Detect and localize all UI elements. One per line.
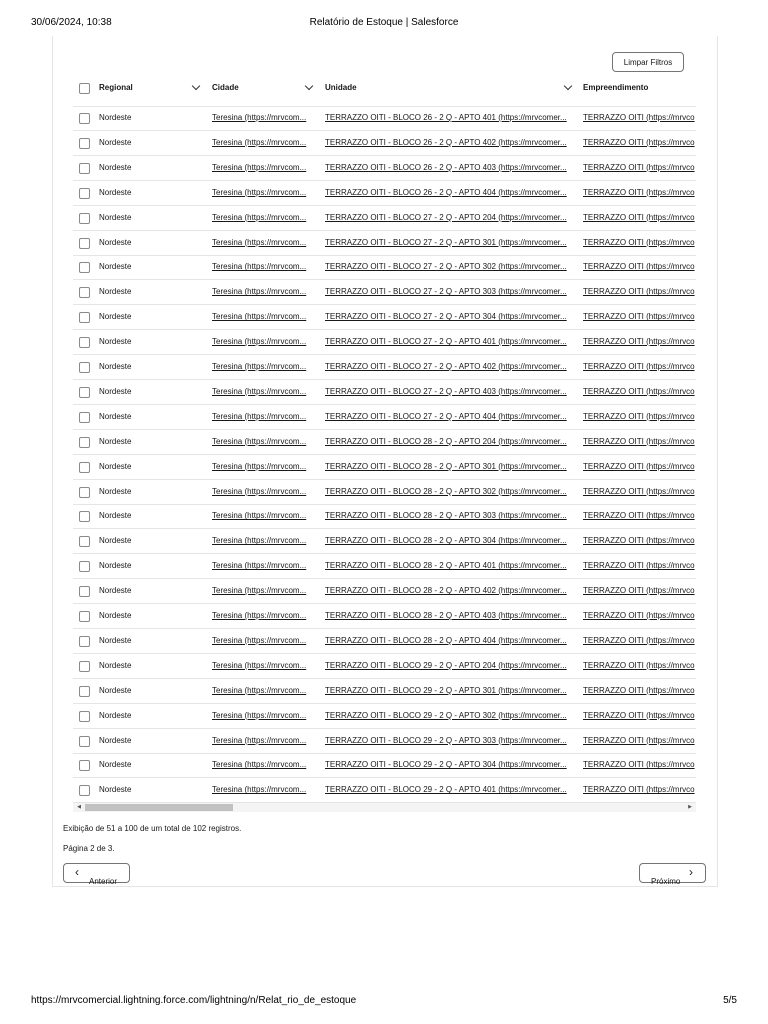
cell-unidade-link[interactable]: TERRAZZO OITI - BLOCO 27 - 2 Q - APTO 301 (https://mrvcomer... xyxy=(325,237,567,247)
cell-unidade-link[interactable]: TERRAZZO OITI - BLOCO 29 - 2 Q - APTO 301 (https://mrvcomer... xyxy=(325,685,567,695)
column-header-cidade[interactable] xyxy=(212,76,312,100)
column-header-regional[interactable] xyxy=(99,76,199,100)
row-checkbox[interactable] xyxy=(79,462,90,473)
row-checkbox[interactable] xyxy=(79,487,90,498)
cell-empreendimento-link[interactable]: TERRAZZO OITI (https://mrvco xyxy=(583,436,695,446)
cell-empreendimento-link[interactable]: TERRAZZO OITI (https://mrvco xyxy=(583,262,695,272)
table-row xyxy=(73,455,696,480)
cell-empreendimento-link[interactable]: TERRAZZO OITI (https://mrvco xyxy=(583,162,695,172)
cell-empreendimento-link[interactable]: TERRAZZO OITI (https://mrvco xyxy=(583,113,695,122)
cell-unidade-link[interactable]: TERRAZZO OITI - BLOCO 29 - 2 Q - APTO 302 (https://mrvcomer... xyxy=(325,710,567,720)
cell-unidade-link[interactable]: TERRAZZO OITI - BLOCO 27 - 2 Q - APTO 401 (https://mrvcomer... xyxy=(325,337,567,347)
cell-empreendimento-link[interactable]: TERRAZZO OITI (https://mrvco xyxy=(583,212,695,222)
cell-unidade-link[interactable]: TERRAZZO OITI - BLOCO 27 - 2 Q - APTO 403 (https://mrvcomer... xyxy=(325,386,567,396)
cell-regional: Nordeste xyxy=(99,710,132,720)
previous-page-button[interactable] xyxy=(63,863,130,886)
column-header-label: Regional xyxy=(99,83,133,92)
cell-cidade-link[interactable]: Teresina (https://mrvcom... xyxy=(212,287,307,297)
row-checkbox[interactable] xyxy=(79,536,90,547)
row-checkbox[interactable] xyxy=(79,586,90,597)
row-checkbox[interactable] xyxy=(79,686,90,697)
cell-cidade-link[interactable]: Teresina (https://mrvcom... xyxy=(212,486,307,496)
cell-regional: Nordeste xyxy=(99,611,132,620)
cell-empreendimento-link[interactable]: TERRAZZO OITI (https://mrvco xyxy=(583,760,695,770)
row-checkbox[interactable] xyxy=(79,213,90,224)
cell-empreendimento-link[interactable]: TERRAZZO OITI (https://mrvco xyxy=(583,486,695,496)
column-header-label: Empreendimento xyxy=(583,83,649,92)
row-checkbox[interactable] xyxy=(79,188,90,199)
previous-label: Anterior xyxy=(89,877,118,886)
table-row xyxy=(73,355,696,380)
column-header-label: Cidade xyxy=(212,83,239,92)
table-row xyxy=(73,504,696,529)
cell-unidade-link[interactable]: TERRAZZO OITI - BLOCO 26 - 2 Q - APTO 403 (https://mrvcomer... xyxy=(325,162,567,172)
cell-cidade-link[interactable]: Teresina (https://mrvcom... xyxy=(212,536,307,546)
cell-cidade-link[interactable]: Teresina (https://mrvcom... xyxy=(212,187,307,197)
chevron-right-icon: › xyxy=(689,865,693,879)
cell-empreendimento-link[interactable]: TERRAZZO OITI (https://mrvco xyxy=(583,561,695,571)
cell-empreendimento-link[interactable]: TERRAZZO OITI (https://mrvco xyxy=(583,536,695,546)
clear-filters-button[interactable]: Limpar Filtros xyxy=(612,52,684,72)
cell-regional: Nordeste xyxy=(99,561,132,571)
table-row xyxy=(73,778,696,803)
cell-regional: Nordeste xyxy=(99,362,132,371)
cell-regional: Nordeste xyxy=(99,536,132,546)
row-checkbox[interactable] xyxy=(79,760,90,771)
row-checkbox[interactable] xyxy=(79,387,90,398)
table-row xyxy=(73,181,696,206)
cell-regional: Nordeste xyxy=(99,411,132,421)
scrollbar-thumb[interactable] xyxy=(85,804,233,811)
cell-regional: Nordeste xyxy=(99,212,132,222)
cell-empreendimento-link[interactable]: TERRAZZO OITI (https://mrvco xyxy=(583,312,695,322)
records-summary: Exibição de 51 a 100 de um total de 102 registros. xyxy=(63,824,242,833)
row-checkbox[interactable] xyxy=(79,785,90,796)
table-row xyxy=(73,405,696,430)
cell-regional: Nordeste xyxy=(99,337,132,347)
cell-cidade-link[interactable]: Teresina (https://mrvcom... xyxy=(212,710,307,720)
table-row xyxy=(73,629,696,654)
cell-cidade-link[interactable]: Teresina (https://mrvcom... xyxy=(212,760,307,770)
table-row xyxy=(73,529,696,554)
cell-unidade-link[interactable]: TERRAZZO OITI - BLOCO 28 - 2 Q - APTO 401 (https://mrvcomer... xyxy=(325,561,567,571)
cell-empreendimento-link[interactable]: TERRAZZO OITI (https://mrvco xyxy=(583,287,695,297)
cell-unidade-link[interactable]: TERRAZZO OITI - BLOCO 29 - 2 Q - APTO 303 (https://mrvcomer... xyxy=(325,735,567,745)
cell-cidade-link[interactable]: Teresina (https://mrvcom... xyxy=(212,237,307,247)
cell-cidade-link[interactable]: Teresina (https://mrvcom... xyxy=(212,113,307,122)
table-row xyxy=(73,753,696,778)
cell-empreendimento-link[interactable]: TERRAZZO OITI (https://mrvco xyxy=(583,386,695,396)
cell-regional: Nordeste xyxy=(99,113,132,122)
cell-empreendimento-link[interactable]: TERRAZZO OITI (https://mrvco xyxy=(583,237,695,247)
cell-empreendimento-link[interactable]: TERRAZZO OITI (https://mrvco xyxy=(583,461,695,471)
table-row xyxy=(73,704,696,729)
row-checkbox[interactable] xyxy=(79,636,90,647)
scroll-right-icon[interactable]: ▶ xyxy=(688,804,692,810)
cell-cidade-link[interactable]: Teresina (https://mrvcom... xyxy=(212,660,307,670)
table-row xyxy=(73,231,696,256)
table-row xyxy=(73,480,696,505)
cell-unidade-link[interactable]: TERRAZZO OITI - BLOCO 28 - 2 Q - APTO 404 (https://mrvcomer... xyxy=(325,635,567,645)
cell-unidade-link[interactable]: TERRAZZO OITI - BLOCO 27 - 2 Q - APTO 404 (https://mrvcomer... xyxy=(325,411,567,421)
row-checkbox[interactable] xyxy=(79,736,90,747)
cell-regional: Nordeste xyxy=(99,735,132,745)
cell-empreendimento-link[interactable]: TERRAZZO OITI (https://mrvco xyxy=(583,635,695,645)
cell-empreendimento-link[interactable]: TERRAZZO OITI (https://mrvco xyxy=(583,611,695,620)
cell-regional: Nordeste xyxy=(99,386,132,396)
cell-unidade-link[interactable]: TERRAZZO OITI - BLOCO 27 - 2 Q - APTO 302 (https://mrvcomer... xyxy=(325,262,567,272)
cell-unidade-link[interactable]: TERRAZZO OITI - BLOCO 26 - 2 Q - APTO 401 (https://mrvcomer... xyxy=(325,113,567,122)
cell-empreendimento-link[interactable]: TERRAZZO OITI (https://mrvco xyxy=(583,660,695,670)
cell-unidade-link[interactable]: TERRAZZO OITI - BLOCO 28 - 2 Q - APTO 402 (https://mrvcomer... xyxy=(325,586,567,596)
cell-regional: Nordeste xyxy=(99,486,132,496)
row-checkbox[interactable] xyxy=(79,561,90,572)
cell-cidade-link[interactable]: Teresina (https://mrvcom... xyxy=(212,162,307,172)
table-row xyxy=(73,654,696,679)
row-checkbox[interactable] xyxy=(79,337,90,348)
cell-empreendimento-link[interactable]: TERRAZZO OITI (https://mrvco xyxy=(583,187,695,197)
cell-regional: Nordeste xyxy=(99,436,132,446)
print-title: Relatório de Estoque | Salesforce xyxy=(309,17,459,28)
cell-unidade-link[interactable]: TERRAZZO OITI - BLOCO 28 - 2 Q - APTO 302 (https://mrvcomer... xyxy=(325,486,567,496)
cell-unidade-link[interactable]: TERRAZZO OITI - BLOCO 29 - 2 Q - APTO 204 (https://mrvcomer... xyxy=(325,660,567,670)
row-checkbox[interactable] xyxy=(79,661,90,672)
cell-cidade-link[interactable]: Teresina (https://mrvcom... xyxy=(212,337,307,347)
cell-unidade-link[interactable]: TERRAZZO OITI - BLOCO 26 - 2 Q - APTO 404 (https://mrvcomer... xyxy=(325,187,567,197)
row-checkbox[interactable] xyxy=(79,312,90,323)
table-row xyxy=(73,380,696,405)
row-checkbox[interactable] xyxy=(79,238,90,249)
cell-empreendimento-link[interactable]: TERRAZZO OITI (https://mrvco xyxy=(583,362,695,371)
row-checkbox[interactable] xyxy=(79,262,90,273)
cell-cidade-link[interactable]: Teresina (https://mrvcom... xyxy=(212,386,307,396)
cell-cidade-link[interactable]: Teresina (https://mrvcom... xyxy=(212,262,307,272)
cell-unidade-link[interactable]: TERRAZZO OITI - BLOCO 27 - 2 Q - APTO 303 (https://mrvcomer... xyxy=(325,287,567,297)
cell-cidade-link[interactable]: Teresina (https://mrvcom... xyxy=(212,461,307,471)
next-label: Próximo xyxy=(651,877,681,886)
chevron-down-icon[interactable] xyxy=(306,76,312,100)
cell-unidade-link[interactable]: TERRAZZO OITI - BLOCO 29 - 2 Q - APTO 304 (https://mrvcomer... xyxy=(325,760,567,770)
row-checkbox[interactable] xyxy=(79,611,90,622)
row-checkbox[interactable] xyxy=(79,437,90,448)
table-row xyxy=(73,131,696,156)
cell-regional: Nordeste xyxy=(99,760,132,770)
cell-cidade-link[interactable]: Teresina (https://mrvcom... xyxy=(212,137,307,147)
cell-unidade-link[interactable]: TERRAZZO OITI - BLOCO 28 - 2 Q - APTO 301 (https://mrvcomer... xyxy=(325,461,567,471)
cell-regional: Nordeste xyxy=(99,262,132,272)
cell-regional: Nordeste xyxy=(99,187,132,197)
cell-regional: Nordeste xyxy=(99,660,132,670)
cell-cidade-link[interactable]: Teresina (https://mrvcom... xyxy=(212,735,307,745)
cell-cidade-link[interactable]: Teresina (https://mrvcom... xyxy=(212,212,307,222)
cell-unidade-link[interactable]: TERRAZZO OITI - BLOCO 28 - 2 Q - APTO 303 (https://mrvcomer... xyxy=(325,511,567,521)
print-datetime: 30/06/2024, 10:38 xyxy=(31,17,112,28)
cell-cidade-link[interactable]: Teresina (https://mrvcom... xyxy=(212,362,307,371)
cell-regional: Nordeste xyxy=(99,312,132,322)
cell-empreendimento-link[interactable]: TERRAZZO OITI (https://mrvco xyxy=(583,511,695,521)
page-info: Página 2 de 3. xyxy=(63,844,115,853)
cell-empreendimento-link[interactable]: TERRAZZO OITI (https://mrvco xyxy=(583,337,695,347)
cell-cidade-link[interactable]: Teresina (https://mrvcom... xyxy=(212,312,307,322)
cell-unidade-link[interactable]: TERRAZZO OITI - BLOCO 27 - 2 Q - APTO 402 (https://mrvcomer... xyxy=(325,362,567,371)
cell-regional: Nordeste xyxy=(99,162,132,172)
row-checkbox[interactable] xyxy=(79,163,90,174)
print-page-number: 5/5 xyxy=(723,995,737,1006)
cell-regional: Nordeste xyxy=(99,586,132,596)
cell-cidade-link[interactable]: Teresina (https://mrvcom... xyxy=(212,785,307,795)
cell-unidade-link[interactable]: TERRAZZO OITI - BLOCO 28 - 2 Q - APTO 304 (https://mrvcomer... xyxy=(325,536,567,546)
chevron-down-icon[interactable] xyxy=(565,76,571,100)
cell-empreendimento-link[interactable]: TERRAZZO OITI (https://mrvco xyxy=(583,710,695,720)
cell-regional: Nordeste xyxy=(99,511,132,521)
table-row xyxy=(73,604,696,629)
print-url: https://mrvcomercial.lightning.force.com/lightning/n/Relat_rio_de_estoque xyxy=(31,995,357,1006)
row-checkbox[interactable] xyxy=(79,412,90,423)
chevron-left-icon: ‹ xyxy=(75,865,79,879)
cell-cidade-link[interactable]: Teresina (https://mrvcom... xyxy=(212,436,307,446)
cell-empreendimento-link[interactable]: TERRAZZO OITI (https://mrvco xyxy=(583,586,695,596)
cell-unidade-link[interactable]: TERRAZZO OITI - BLOCO 27 - 2 Q - APTO 304 (https://mrvcomer... xyxy=(325,312,567,322)
cell-unidade-link[interactable]: TERRAZZO OITI - BLOCO 29 - 2 Q - APTO 401 (https://mrvcomer... xyxy=(325,785,567,795)
table-row xyxy=(73,330,696,355)
cell-empreendimento-link[interactable]: TERRAZZO OITI (https://mrvco xyxy=(583,411,695,421)
cell-unidade-link[interactable]: TERRAZZO OITI - BLOCO 28 - 2 Q - APTO 204 (https://mrvcomer... xyxy=(325,436,567,446)
cell-regional: Nordeste xyxy=(99,461,132,471)
table-row xyxy=(73,729,696,754)
table-row xyxy=(73,305,696,330)
cell-regional: Nordeste xyxy=(99,635,132,645)
table-row xyxy=(73,255,696,280)
row-checkbox[interactable] xyxy=(79,511,90,522)
chevron-down-icon[interactable] xyxy=(193,76,199,100)
row-checkbox[interactable] xyxy=(79,287,90,298)
column-header-empreendimento[interactable] xyxy=(583,76,696,100)
table-row xyxy=(73,554,696,579)
column-header-unidade[interactable] xyxy=(325,76,571,100)
cell-empreendimento-link[interactable]: TERRAZZO OITI (https://mrvco xyxy=(583,685,695,695)
column-header-label: Unidade xyxy=(325,83,357,92)
table-row xyxy=(73,206,696,231)
scroll-left-icon[interactable]: ◀ xyxy=(77,804,81,810)
table-row xyxy=(73,156,696,181)
cell-empreendimento-link[interactable]: TERRAZZO OITI (https://mrvco xyxy=(583,785,695,795)
cell-unidade-link[interactable]: TERRAZZO OITI - BLOCO 26 - 2 Q - APTO 402 (https://mrvcomer... xyxy=(325,137,567,147)
table-row xyxy=(73,280,696,305)
table-row xyxy=(73,430,696,455)
table-row xyxy=(73,579,696,604)
cell-empreendimento-link[interactable]: TERRAZZO OITI (https://mrvco xyxy=(583,137,695,147)
cell-empreendimento-link[interactable]: TERRAZZO OITI (https://mrvco xyxy=(583,735,695,745)
cell-regional: Nordeste xyxy=(99,785,132,795)
row-checkbox[interactable] xyxy=(79,138,90,149)
cell-unidade-link[interactable]: TERRAZZO OITI - BLOCO 27 - 2 Q - APTO 204 (https://mrvcomer... xyxy=(325,212,567,222)
cell-cidade-link[interactable]: Teresina (https://mrvcom... xyxy=(212,611,307,620)
cell-cidade-link[interactable]: Teresina (https://mrvcom... xyxy=(212,511,307,521)
horizontal-scrollbar[interactable] xyxy=(73,803,696,812)
cell-regional: Nordeste xyxy=(99,287,132,297)
cell-cidade-link[interactable]: Teresina (https://mrvcom... xyxy=(212,635,307,645)
cell-regional: Nordeste xyxy=(99,237,132,247)
table-row xyxy=(73,106,696,131)
cell-cidade-link[interactable]: Teresina (https://mrvcom... xyxy=(212,685,307,695)
table-row xyxy=(73,679,696,704)
next-page-button[interactable] xyxy=(639,863,706,886)
row-checkbox[interactable] xyxy=(79,711,90,722)
cell-cidade-link[interactable]: Teresina (https://mrvcom... xyxy=(212,561,307,571)
cell-cidade-link[interactable]: Teresina (https://mrvcom... xyxy=(212,586,307,596)
cell-cidade-link[interactable]: Teresina (https://mrvcom... xyxy=(212,411,307,421)
row-checkbox[interactable] xyxy=(79,362,90,373)
cell-regional: Nordeste xyxy=(99,137,132,147)
stock-table xyxy=(73,76,696,804)
cell-regional: Nordeste xyxy=(99,685,132,695)
row-checkbox[interactable] xyxy=(79,113,90,124)
table-header xyxy=(73,76,696,107)
cell-unidade-link[interactable]: TERRAZZO OITI - BLOCO 28 - 2 Q - APTO 403 (https://mrvcomer... xyxy=(325,611,567,620)
select-all-checkbox[interactable] xyxy=(79,83,90,94)
